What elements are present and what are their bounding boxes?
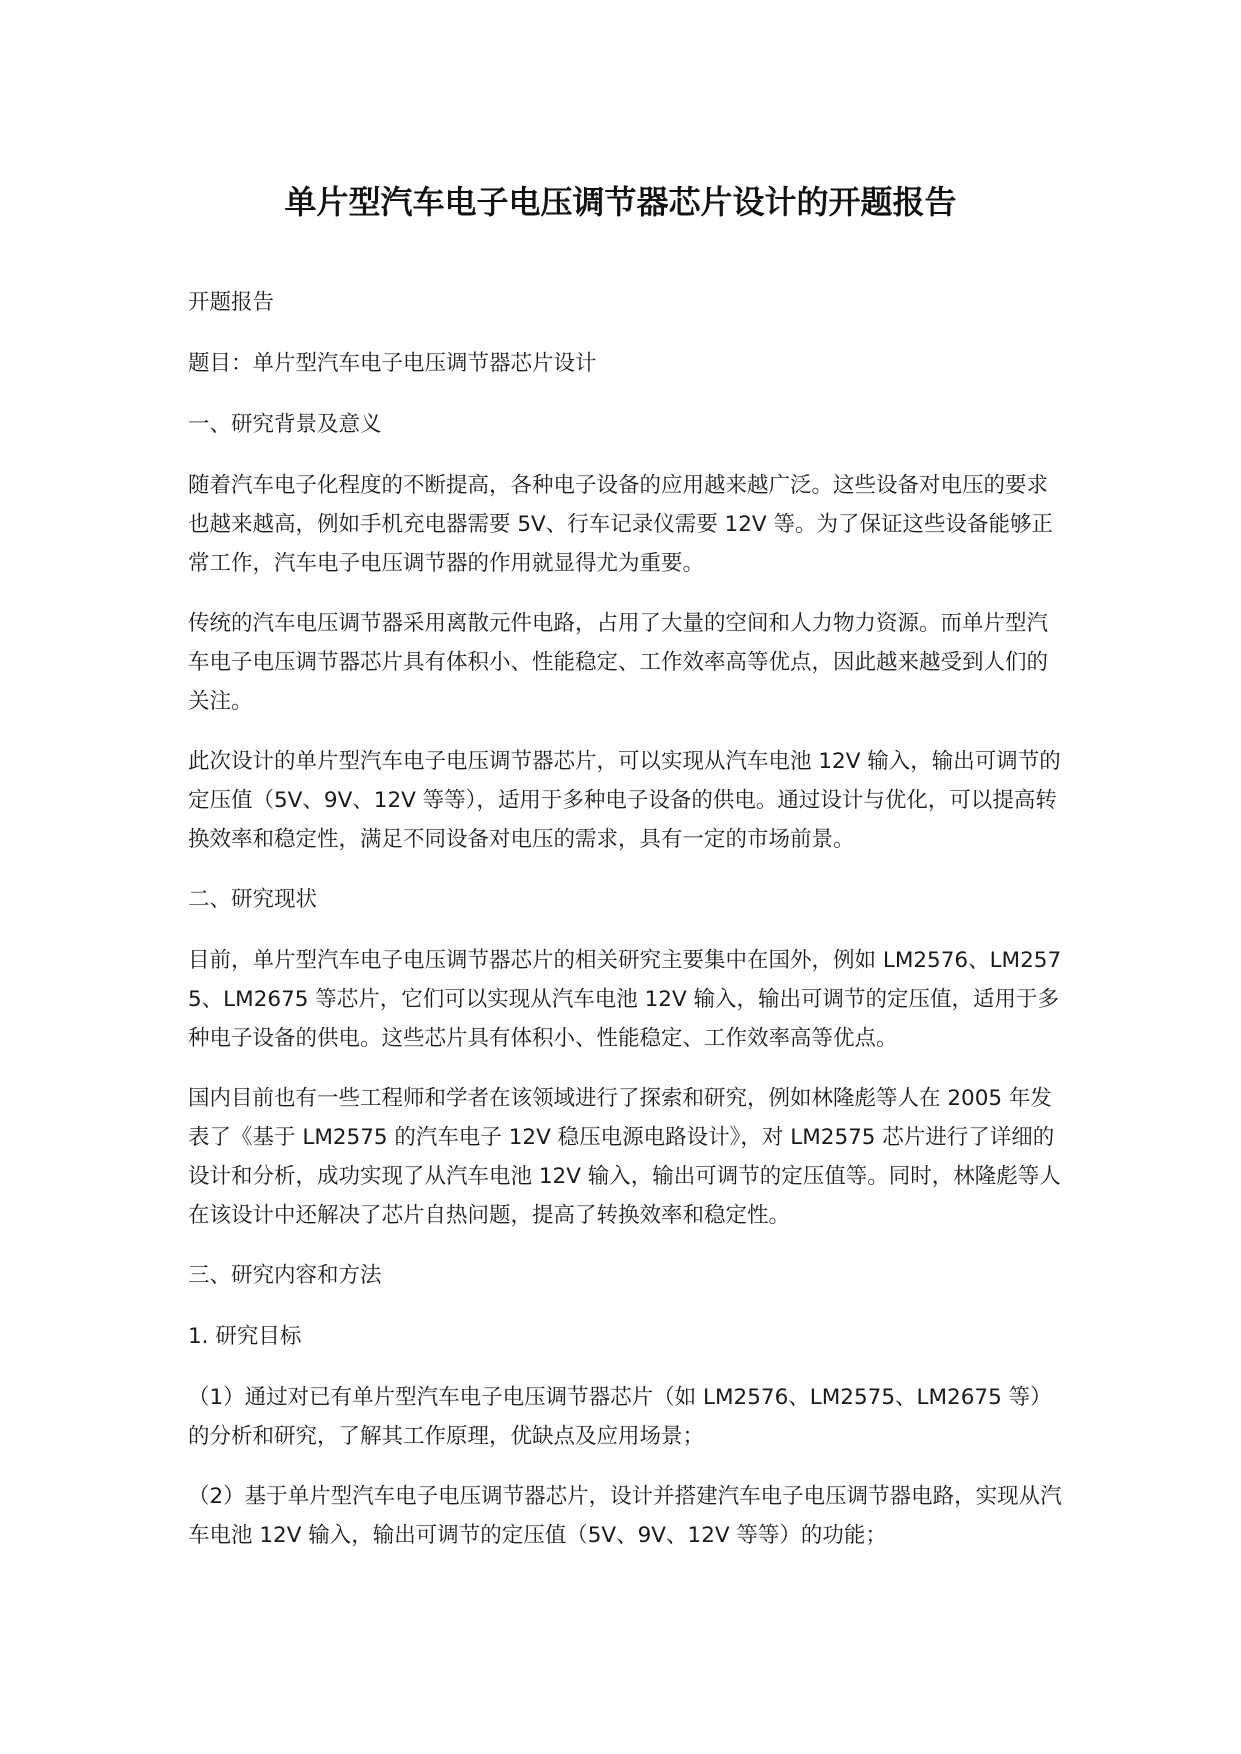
paragraph: 此次设计的单片型汽车电子电压调节器芯片，可以实现从汽车电池 12V 输入，输出可调节的定压值（5V、9V、12V 等等），适用于多种电子设备的供电。通过设计与优化，可以提高转换效率和稳定性，满足不同设备对电压的需求，具有一定的市场前景。 [188,749,1061,852]
paragraph: 目前，单片型汽车电子电压调节器芯片的相关研究主要集中在国外，例如 LM2576、LM2575、LM2675 等芯片，它们可以实现从汽车电池 12V 输入，输出可调节的定压值，适用于多种电子设备的供电。这些芯片具有体积小、性能稳定、工作效率高等优点。 [188,948,1062,1051]
document-title: 单片型汽车电子电压调节器芯片设计的开题报告 [284,183,957,221]
paragraph: 传统的汽车电压调节器采用离散元件电路，占用了大量的空间和人力物力资源。而单片型汽车电子电压调节器芯片具有体积小、性能稳定、工作效率高等优点，因此越来越受到人们的关注。 [188,611,1049,714]
paragraph: 国内目前也有一些工程师和学者在该领域进行了探索和研究，例如林隆彪等人在 2005 年发表了《基于 LM2575 的汽车电子 12V 稳压电源电路设计》，对 LM2575 芯片进行了详细的设计和分析，成功实现了从汽车电池 12V 输入，输出可调节的定压值等。同时，林隆彪等人在该设计中还解决了芯片自热问题，提高了转换效率和稳定性。 [188,1086,1061,1228]
section-heading-status: 二、研究现状 [188,887,318,912]
list-item: （1）通过对已有单片型汽车电子电压调节器芯片（如 LM2576、LM2575、LM2675 等）的分析和研究，了解其工作原理，优缺点及应用场景； [188,1385,1052,1449]
subsection-heading-goals: 1. 研究目标 [188,1324,302,1349]
section-label: 开题报告 [188,290,275,315]
paragraph: 随着汽车电子化程度的不断提高，各种电子设备的应用越来越广泛。这些设备对电压的要求也越来越高，例如手机充电器需要 5V、行车记录仪需要 12V 等。为了保证这些设备能够正常工作，汽车电子电压调节器的作用就显得尤为重要。 [188,473,1053,576]
list-item: （2）基于单片型汽车电子电压调节器芯片，设计并搭建汽车电子电压调节器电路，实现从汽车电池 12V 输入，输出可调节的定压值（5V、9V、12V 等等）的功能； [188,1484,1062,1548]
section-heading-methods: 三、研究内容和方法 [188,1263,382,1288]
topic-line: 题目：单片型汽车电子电压调节器芯片设计 [188,351,597,376]
section-heading-background: 一、研究背景及意义 [188,412,382,437]
document-body [188,283,1068,1576]
